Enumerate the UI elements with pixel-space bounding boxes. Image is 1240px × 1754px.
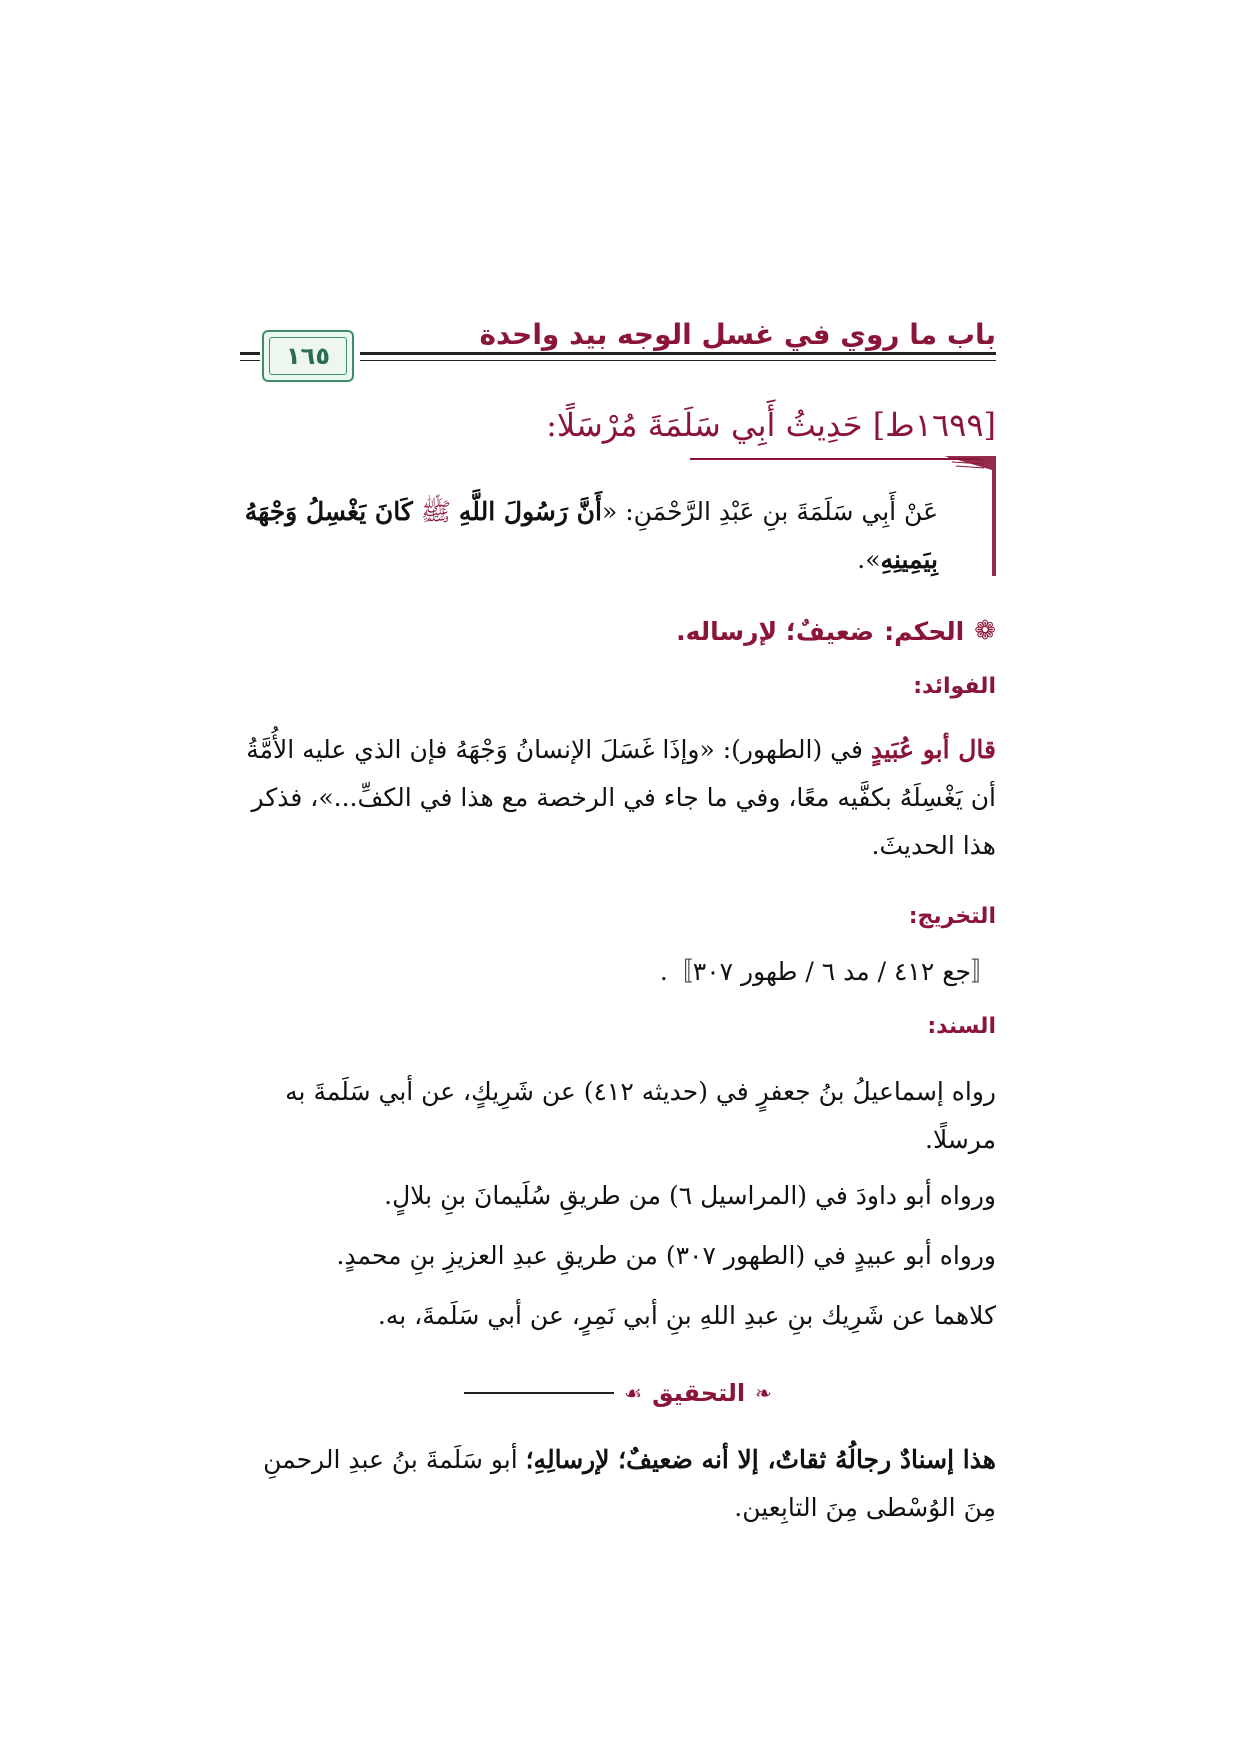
tahqiq-label: التحقيق — [652, 1379, 746, 1407]
takhrij-label: التخريج: — [908, 904, 996, 929]
ruling-value: ضعيفٌ؛ لإرساله. — [676, 616, 875, 646]
hadith-matn-bold: أَنَّ رَسُولَ اللَّهِ — [458, 497, 602, 526]
corner-ornament-icon — [944, 456, 996, 576]
hadith-text — [240, 488, 938, 584]
tahqiq-divider — [240, 1378, 996, 1408]
chapter-title: باب ما روي في غسل الوجه بيد واحدة — [479, 318, 996, 351]
hadith-title: حَدِيثُ أَبِي سَلَمَةَ مُرْسَلًا: — [546, 406, 863, 444]
header-rule-left-thin — [240, 360, 260, 361]
sanad-paragraph-1: رواه إسماعيلُ بنُ جعفرٍ في (حديثه ٤١٢) عن شَرِيكٍ، عن أبي سَلَمةَ به مرسلًا. — [285, 1077, 996, 1154]
header-rule-right-thin — [360, 360, 996, 361]
flower-icon: ❁ — [974, 616, 996, 646]
tahqiq-rest: أبو سَلَمةَ بنُ عبدِ الرحمنِ مِنَ الوُسْطى مِنَ التابِعين. — [263, 1445, 996, 1522]
takhrij-text: 〚جع ٤١٢ / مد ٦ / طهور ٣٠٧〛. — [659, 957, 996, 986]
ruling-label: الحكم: — [884, 616, 965, 646]
page-number-badge — [262, 330, 354, 382]
divider-line — [464, 1392, 614, 1394]
sanad-paragraph-2: ورواه أبو داودَ في (المراسيل ٦) من طريقِ سُلَيمانَ بنِ بلالٍ. — [384, 1181, 996, 1210]
ruling-line — [676, 616, 996, 646]
sanad-paragraph-3: ورواه أبو عبيدٍ في (الطهور ٣٠٧) من طريقِ عبدِ العزيزِ بنِ محمدٍ. — [336, 1241, 996, 1270]
tahqiq-paragraph — [240, 1436, 996, 1532]
sanad-label: السند: — [927, 1014, 996, 1039]
page-number: ١٦٥ — [286, 342, 330, 370]
fawaid-author: قال أبو عُبَيدٍ — [870, 735, 996, 764]
hadith-heading — [546, 406, 996, 444]
hadith-matn-bold-2: كَانَ يَغْسِلُ وَجْهَهُ بِيَمِينِهِ — [244, 497, 938, 574]
fawaid-label: الفوائد: — [913, 674, 996, 699]
hadith-number: [١٦٩٩ط] — [872, 406, 996, 444]
narrator-intro: عَنْ أَبِي سَلَمَةَ بنِ عَبْدِ الرَّحْمَنِ: « — [601, 497, 938, 526]
title-underline — [690, 458, 980, 460]
fawaid-text: في (الطهور): «وإذَا غَسَلَ الإنسانُ وَجْهَهُ فإن الذي عليه الأُمَّةُ أن يَغْسِلَهُ بكفَّيه معًا، وفي ما جاء في الرخصة مع هذا في الكفِّ...»، فذكر هذا الحديثَ. — [246, 735, 996, 860]
divider-ornament-icon: ☙ — [624, 1381, 643, 1405]
tahqiq-bold: هذا إسنادٌ رجالُهُ ثقاتٌ، إلا أنه ضعيفٌ؛ لإرسالِهِ؛ — [525, 1445, 996, 1474]
salawat-glyph: ﷺ — [420, 497, 451, 526]
divider-ornament-icon: ❧ — [755, 1381, 772, 1405]
hadith-end: ». — [857, 545, 881, 574]
header-rule-right-thick — [360, 352, 996, 355]
fawaid-paragraph — [240, 726, 996, 870]
sanad-paragraph-4: كلاهما عن شَرِيك بنِ عبدِ اللهِ بنِ أبي نَمِرٍ، عن أبي سَلَمةَ، به. — [377, 1301, 996, 1330]
header-rule-left-thick — [240, 352, 260, 355]
